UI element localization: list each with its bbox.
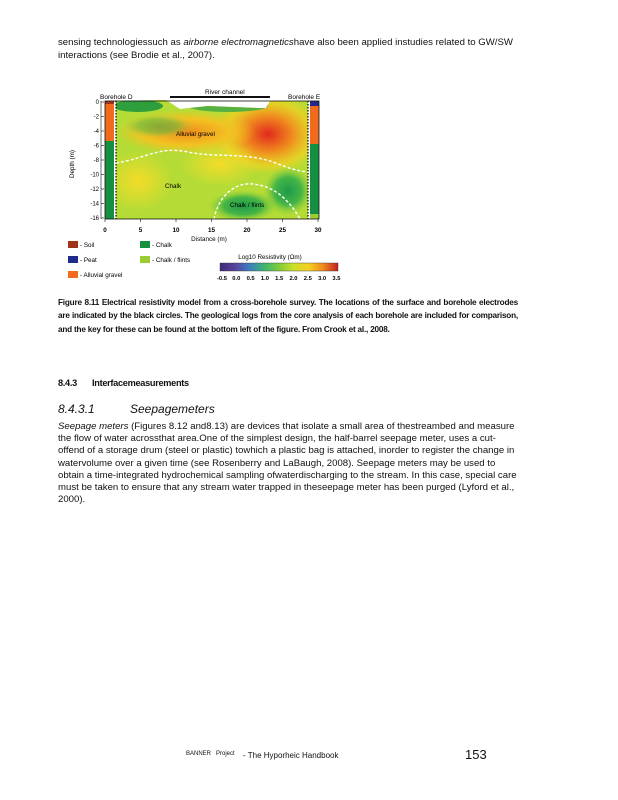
resistivity-section: [103, 94, 323, 222]
intro-paragraph: [58, 37, 528, 62]
x-tick-label: 15: [207, 227, 216, 234]
body-italic-term: Seepage meters: [58, 421, 129, 432]
colorbar-tick-label: 3.5: [332, 276, 341, 282]
intro-text-post: have also been applied instudies related to GW/SW interactions (see Brodie et al., 2007).: [58, 37, 513, 61]
colorbar: [217, 254, 341, 282]
y-tick-label: -4: [93, 129, 99, 135]
y-tick-label: -10: [90, 172, 99, 179]
y-axis: [69, 100, 104, 222]
x-tick-label: 25: [278, 227, 287, 234]
river-channel-label: River channel: [205, 89, 245, 96]
y-axis-label: Depth (m): [69, 150, 76, 178]
y-tick-label: 0: [95, 100, 99, 106]
subsection-title: Seepagemeters: [130, 402, 215, 416]
caption-label: Figure 8.11: [58, 298, 100, 307]
section-heading-8-4-3: [58, 378, 189, 388]
borehole-e-log: [310, 101, 319, 219]
x-tick-label: 5: [138, 227, 143, 234]
borehole-e-label: Borehole E: [288, 94, 321, 101]
legend-swatch-soil: [68, 241, 78, 248]
colorbar-gradient: [220, 263, 338, 271]
footer-title: - The Hyporheic Handbook: [243, 751, 339, 760]
x-axis: [103, 219, 322, 243]
colorbar-tick-label: 1.0: [260, 276, 269, 282]
body-text: (Figures 8.12 and8.13) are devices that isolate a small area of thestreambed and measure the flow of water acrossthat area.One of the simplest design, the half-barrel seepage meter, uses a cut-offend of a storage drum (steel or plastic) towhich a plastic bag is attached, inorder to register the change in watervolume over a given time (see Rosenberry and LaBaugh, 2008). Seepage meters may be used to obtain a time-integrated hydrochemical sampling ofwaterdischarging to the stream. In this case, special care must be taken to ensure that any stream water trapped in theseepage meter has been purged (Lyford et al., 2000).: [58, 421, 517, 506]
colorbar-title: Log10 Resistivity (Ωm): [238, 254, 302, 261]
colorbar-tick-label: 2.0: [289, 276, 298, 282]
legend-label-peat: - Peat: [80, 257, 97, 264]
y-tick-label: -16: [90, 216, 99, 222]
resistivity-figure: [58, 86, 358, 290]
intro-text-pre: sensing technologiessuch as: [58, 37, 184, 48]
x-tick-label: 30: [314, 227, 322, 234]
footer-banner: BANNER: [186, 751, 212, 757]
legend-swatch-peat: [68, 256, 78, 263]
legend-swatch-alluvial: [68, 271, 78, 278]
subsection-number: 8.4.3.1: [58, 402, 95, 416]
x-axis-label: Distance (m): [191, 236, 227, 243]
footer-project: Project: [216, 751, 235, 757]
y-tick-label: -8: [93, 158, 99, 164]
borehole-d-label: Borehole D: [100, 94, 133, 101]
legend: [68, 241, 190, 279]
section-number: 8.4.3: [58, 378, 77, 388]
unit-label-alluvial: Alluvial gravel: [176, 131, 215, 138]
y-tick-label: -14: [90, 201, 99, 208]
colorbar-tick-label: 1.5: [275, 276, 284, 282]
y-tick-label: -2: [93, 114, 99, 121]
unit-label-chalk: Chalk: [165, 183, 182, 190]
y-tick-label: -12: [90, 187, 99, 193]
x-tick-label: 20: [243, 227, 251, 234]
borehole-d-log: [105, 101, 114, 219]
section-title: Interfacemeasurements: [92, 378, 189, 388]
unit-label-chalk-flints: Chalk / flints: [230, 202, 265, 209]
subsection-heading-8-4-3-1: [58, 402, 215, 416]
y-tick-label: -6: [93, 143, 99, 150]
legend-label-chalk-flints: - Chalk / flints: [152, 257, 191, 264]
legend-swatch-chalk-flints: [140, 256, 150, 263]
colorbar-tick-label: 0.5: [246, 276, 255, 282]
colorbar-tick-label: 3.0: [318, 276, 327, 282]
colorbar-tick-label: -0.5: [217, 276, 227, 282]
legend-swatch-chalk: [140, 241, 150, 248]
page-number: 153: [465, 747, 487, 762]
colorbar-tick-label: 0.0: [232, 276, 241, 282]
x-tick-label: 10: [172, 227, 180, 234]
figure-caption: [58, 296, 518, 336]
legend-label-chalk: - Chalk: [152, 242, 172, 249]
caption-text: Electrical resistivity model from a cross-borehole survey. The locations of the surface and borehole electrodes are indicated by the black circles. The geological logs from the core analysis of each borehole are included for comparison, and the key for these can be found at the bottom left of the figure. From Crook et al., 2008.: [58, 298, 518, 334]
x-tick-label: 0: [103, 227, 107, 234]
legend-label-soil: - Soil: [80, 242, 95, 249]
colorbar-tick-label: 2.5: [303, 276, 312, 282]
legend-label-alluvial: - Alluvial gravel: [80, 272, 123, 279]
intro-text-italic: airborne electromagnetics: [183, 37, 294, 48]
body-paragraph: [58, 421, 520, 506]
